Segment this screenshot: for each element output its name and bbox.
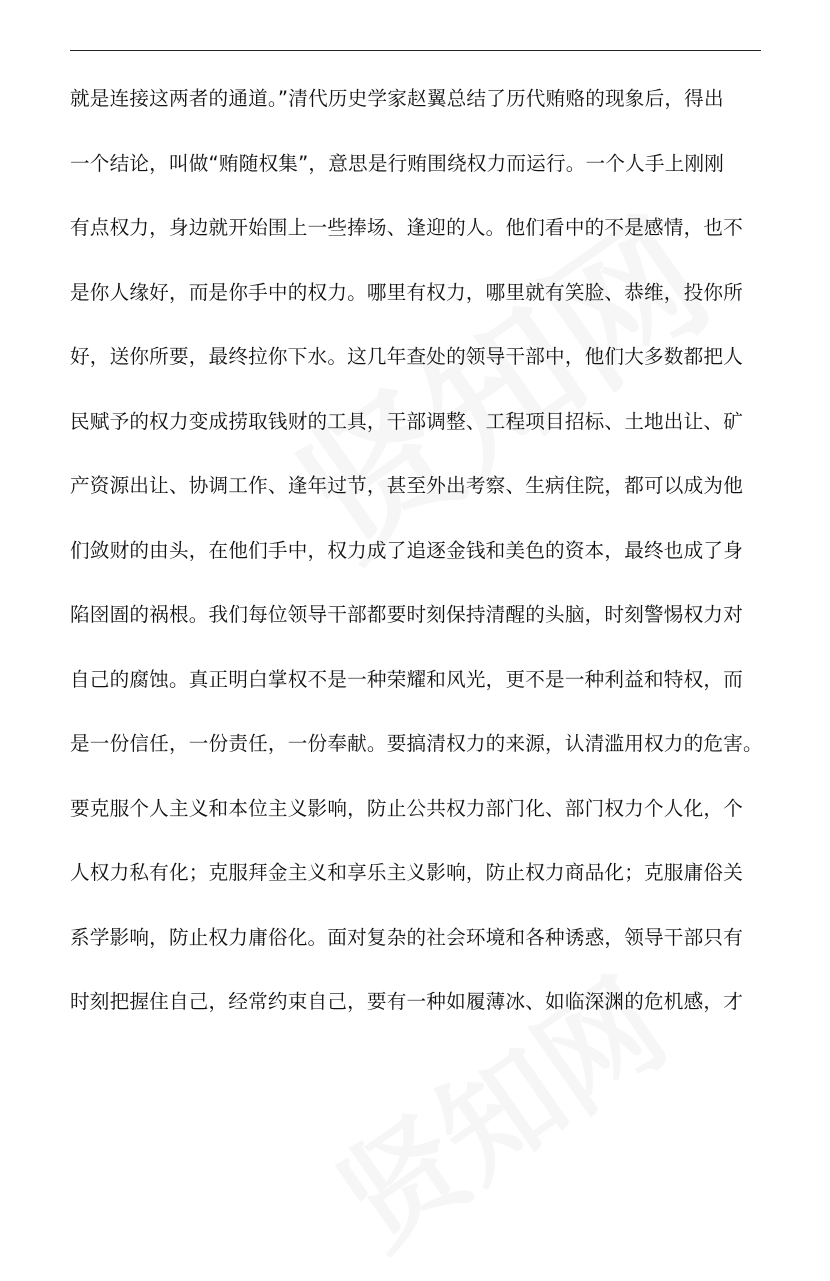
- text-line: 一个结论，叫做“贿随权集”，意思是行贿围绕权力而运行。一个人手上刚刚: [70, 151, 725, 175]
- text-line: 是一份信任，一份责任，一份奉献。要搞清权力的来源，认清滥用权力的危害。: [70, 732, 763, 755]
- text-line: 是你人缘好，而是你手中的权力。哪里有权力，哪里就有笑脸、恭维，投你所: [70, 280, 743, 304]
- text-line: 好，送你所要，最终拉你下水。这几年查处的领导干部中，他们大多数都把人: [70, 345, 743, 368]
- text-line: 人权力私有化；克服拜金主义和享乐主义影响，防止权力商品化；克服庸俗关: [70, 861, 743, 884]
- text-line: 陷囹圄的祸根。我们每位领导干部都要时刻保持清醒的头脑，时刻警惕权力对: [70, 603, 743, 626]
- text-line: 有点权力，身边就开始围上一些捧场、逢迎的人。他们看中的不是感情，也不: [70, 216, 743, 239]
- text-line: 时刻把握住自己，经常约束自己，要有一种如履薄冰、如临深渊的危机感，才: [70, 990, 743, 1013]
- text-line: 就是连接这两者的通道。”清代历史学家赵翼总结了历代贿赂的现象后，得出: [70, 87, 724, 110]
- text-line: 要克服个人主义和本位主义影响，防止公共权力部门化、部门权力个人化，个: [70, 796, 743, 820]
- body-text: [70, 79, 770, 1047]
- text-line: 产资源出让、协调工作、逢年过节，甚至外出考察、生病住院，都可以成为他: [70, 474, 743, 497]
- text-line: 自己的腐蚀。真正明白掌权不是一种荣耀和风光，更不是一种利益和特权，而: [70, 667, 743, 691]
- header-rule: [70, 50, 761, 51]
- text-line: 民赋予的权力变成捞取钱财的工具，干部调整、工程项目招标、土地出让、矿: [70, 409, 743, 433]
- text-line: 系学影响，防止权力庸俗化。面对复杂的社会环境和各种诱惑，领导干部只有: [70, 925, 743, 949]
- text-line: 们敛财的由头，在他们手中，权力成了追逐金钱和美色的资本，最终也成了身: [70, 538, 743, 562]
